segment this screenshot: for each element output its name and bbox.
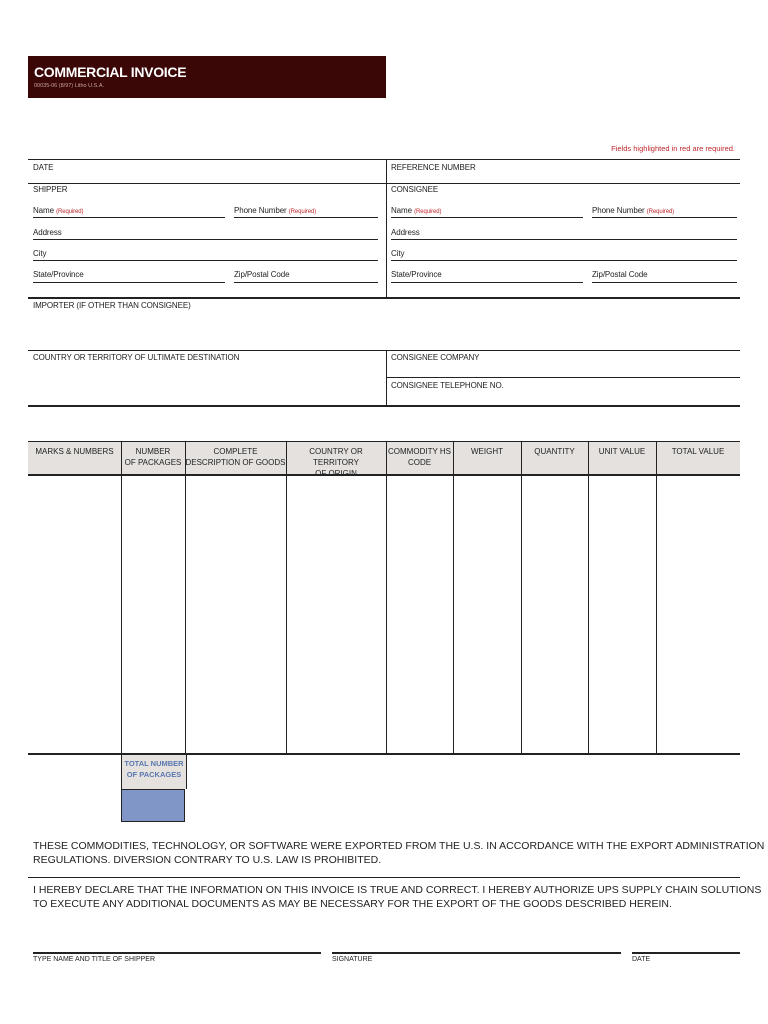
shipper-address-label[interactable]: Address <box>33 228 62 237</box>
type-name-label[interactable]: TYPE NAME AND TITLE OF SHIPPER <box>33 956 156 963</box>
consignee-phone-required: (Required) <box>646 209 675 215</box>
required-notice: Fields highlighted in red are required. <box>611 144 735 153</box>
declaration-statement: I HEREBY DECLARE THAT THE INFORMATION ON THIS INVOICE IS TRUE AND CORRECT. I HEREBY AUTHORIZE UPS SUPPLY CHAIN SOLUTIONS TO EXECUTE ANY ADDITIONAL DOCUMENTS AS MAY BE NECESSARY FOR THE EXPORT OF THE GOODS DESCRIBED HEREIN. <box>33 884 762 910</box>
consignee-city-line <box>391 260 737 261</box>
statement-divider <box>28 877 740 878</box>
top-border <box>28 159 740 160</box>
col-total-value: TOTAL VALUE <box>671 447 725 456</box>
signature-date-label[interactable]: DATE <box>632 956 651 963</box>
destination-divider <box>386 350 387 407</box>
col-unit-value: UNIT VALUE <box>598 447 646 456</box>
col-country-origin: COUNTRY OR TERRITORY OF ORIGIN <box>309 447 363 478</box>
shipper-phone-required: (Required) <box>288 209 317 215</box>
consignee-phone-field[interactable] <box>592 207 674 215</box>
shipper-consignee-divider <box>386 159 387 298</box>
shipper-address-line <box>33 239 378 240</box>
table-top-border <box>28 441 740 442</box>
consignee-name-field[interactable] <box>391 207 441 215</box>
shipper-name-line <box>33 217 225 218</box>
shipper-city-label[interactable]: City <box>33 249 47 258</box>
consignee-zip-line <box>592 282 737 283</box>
shipper-phone-line <box>234 217 378 218</box>
consignee-label: CONSIGNEE <box>391 185 439 194</box>
consignee-state-label[interactable]: State/Province <box>391 270 442 279</box>
consignee-phone-line <box>592 217 737 218</box>
shipper-name-label: Name <box>33 206 54 215</box>
table-body[interactable] <box>28 476 740 754</box>
signature-label[interactable]: SIGNATURE <box>332 956 373 963</box>
consignee-city-label[interactable]: City <box>391 249 405 258</box>
signature-line <box>332 952 621 954</box>
page-title: COMMERCIAL INVOICE <box>34 64 187 80</box>
consignee-telephone-label[interactable]: CONSIGNEE TELEPHONE NO. <box>391 381 504 390</box>
shipper-label: SHIPPER <box>33 185 68 194</box>
importer-bottom-border <box>28 350 740 351</box>
date-label: DATE <box>33 163 54 172</box>
col-quantity: QUANTITY <box>534 447 575 456</box>
consignee-state-line <box>391 282 583 283</box>
col-weight: WEIGHT <box>471 447 503 456</box>
export-statement: THESE COMMODITIES, TECHNOLOGY, OR SOFTWARE WERE EXPORTED FROM THE U.S. IN ACCORDANCE WITH THE EXPORT ADMINISTRATION REGULATIONS. DIVERSION CONTRARY TO U.S. LAW IS PROHIBITED. <box>33 840 765 866</box>
shipper-name-signature-line <box>33 952 321 954</box>
shipper-name-required: (Required) <box>56 209 84 215</box>
shipper-city-line <box>33 260 378 261</box>
consignee-company-label[interactable]: CONSIGNEE COMPANY <box>391 353 480 362</box>
col-marks-numbers: MARKS & NUMBERS <box>35 447 114 456</box>
reference-number-label: REFERENCE NUMBER <box>391 163 476 172</box>
importer-label[interactable]: IMPORTER (IF OTHER THAN CONSIGNEE) <box>33 301 191 310</box>
title-banner <box>28 56 386 98</box>
total-packages-header: TOTAL NUMBER OF PACKAGES <box>121 755 187 789</box>
consignee-address-label[interactable]: Address <box>391 228 420 237</box>
shipper-name-field[interactable] <box>33 207 83 215</box>
consignee-name-label: Name <box>391 206 412 215</box>
shipper-zip-line <box>234 282 378 283</box>
col-description: COMPLETE DESCRIPTION OF GOODS <box>185 447 286 467</box>
col-hs-code: COMMODITY HS CODE <box>388 447 451 467</box>
consignee-zip-label[interactable]: Zip/Postal Code <box>592 270 648 279</box>
shipper-state-line <box>33 282 225 283</box>
consignee-address-line <box>391 239 737 240</box>
form-code: 00035-06 (8/97) Litho U.S.A. <box>34 83 105 89</box>
destination-bottom-border <box>28 405 740 407</box>
consignee-name-line <box>391 217 583 218</box>
shipper-phone-label: Phone Number <box>234 206 287 215</box>
section-border <box>28 297 740 299</box>
date-row-border <box>28 183 740 184</box>
company-row-border <box>386 377 740 378</box>
shipper-phone-field[interactable] <box>234 207 316 215</box>
shipper-state-label[interactable]: State/Province <box>33 270 84 279</box>
destination-label[interactable]: COUNTRY OR TERRITORY OF ULTIMATE DESTINATION <box>33 353 240 362</box>
consignee-name-required: (Required) <box>414 209 442 215</box>
col-number-packages: NUMBER OF PACKAGES <box>124 447 182 467</box>
consignee-phone-label: Phone Number <box>592 206 645 215</box>
signature-date-line <box>632 952 740 954</box>
total-packages-input[interactable] <box>121 789 185 822</box>
shipper-zip-label[interactable]: Zip/Postal Code <box>234 270 290 279</box>
